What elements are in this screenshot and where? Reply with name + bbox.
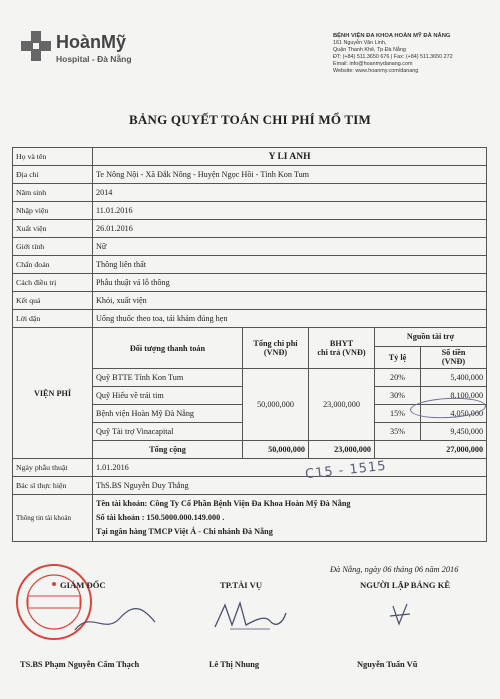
label: Chẩn đoán — [13, 256, 93, 274]
rate: 20% — [375, 369, 421, 387]
col-bhyt-line2: chi trả (VNĐ) — [317, 348, 366, 357]
sum-total: 50,000,000 — [243, 441, 309, 459]
hospital-logo — [20, 30, 150, 80]
account-number: Số tài khoản : 150.5000.000.149.000 . — [96, 513, 225, 522]
payer: Quỹ BTTE Tỉnh Kon Tum — [93, 369, 243, 387]
row-admit — [13, 202, 487, 220]
sum-amount: 27,000,000 — [375, 441, 487, 459]
label: Họ và tên — [13, 148, 93, 166]
address-line-2: Quận Thanh Khê, Tp Đà Nẵng — [333, 47, 406, 53]
amount: 9,450,000 — [421, 423, 487, 441]
admit-date: 11.01.2016 — [93, 202, 487, 220]
handwritten-note: C15 - 1515 — [304, 458, 388, 483]
label: Giới tính — [13, 238, 93, 256]
finance-title: TP.TÀI VỤ — [220, 580, 263, 590]
label: Kết quả — [13, 292, 93, 310]
label: Năm sinh — [13, 184, 93, 202]
label: Ngày phẫu thuật — [13, 459, 93, 477]
col-amount-line2: (VNĐ) — [441, 357, 466, 367]
amount: 8,100,000 — [421, 387, 487, 405]
preparer-signature-icon — [385, 600, 415, 630]
brand-name: HoànMỹ — [56, 32, 127, 52]
patient-address: Te Nông Nội - Xã Đắk Nông - Huyện Ngọc Hồi - Tỉnh Kon Tum — [93, 166, 487, 184]
row-gender — [13, 238, 487, 256]
hospital-contact-info — [333, 33, 493, 75]
director-name: TS.BS Phạm Nguyễn Cẩm Thạch — [20, 660, 140, 669]
col-amount-line1: Số tiền — [441, 348, 466, 358]
row-doctor — [13, 477, 487, 495]
finance-name: Lê Thị Nhung — [209, 660, 260, 669]
total-cost: 50,000,000 — [243, 369, 309, 441]
medical-cross-icon — [20, 30, 52, 62]
discharge-date: 26.01.2016 — [93, 220, 487, 238]
amount: 5,400,000 — [421, 369, 487, 387]
label: Cách điều trị — [13, 274, 93, 292]
row-result — [13, 292, 487, 310]
row-name — [13, 148, 487, 166]
phone-fax: ĐT: (+84) 511.3650 676 | Fax: (+84) 511.3650 272 — [333, 54, 453, 60]
rate: 30% — [375, 387, 421, 405]
brand-subtitle: Hospital - Đà Nẵng — [56, 54, 132, 64]
row-surgery-date — [13, 459, 487, 477]
row-discharge — [13, 220, 487, 238]
col-rate: Tỷ lệ — [375, 346, 421, 368]
result: Khỏi, xuất viện — [93, 292, 487, 310]
amount: 4,050,000 — [421, 405, 487, 423]
director-title: GIÁM ĐỐC — [60, 580, 106, 590]
label: Xuất viện — [13, 220, 93, 238]
sum-bhyt: 23,000,000 — [309, 441, 375, 459]
fees-header-row-1 — [13, 328, 487, 347]
col-source: Nguồn tài trợ — [375, 328, 487, 347]
document-title: BẢNG QUYẾT TOÁN CHI PHÍ MỔ TIM — [129, 112, 371, 127]
doctor: ThS.BS Nguyễn Duy Thắng — [93, 477, 487, 495]
fees-section-label: VIỆN PHÍ — [13, 328, 93, 459]
gender: Nữ — [93, 238, 487, 256]
address-line-1: 161 Nguyễn Văn Linh, — [333, 40, 387, 46]
col-total — [243, 328, 309, 369]
row-birth — [13, 184, 487, 202]
diagnosis: Thông liên thất — [93, 256, 487, 274]
preparer-name: Nguyễn Tuấn Vũ — [357, 660, 418, 669]
treatment: Phẫu thuật vá lỗ thông — [93, 274, 487, 292]
col-bhyt — [309, 328, 375, 369]
col-bhyt-line1: BHYT — [329, 339, 354, 348]
label: Thông tin tài khoản — [13, 495, 93, 542]
payer: Quỹ Tài trợ Vinacapital — [93, 423, 243, 441]
account-name: Tên tài khoản: Công Ty Cổ Phần Bệnh Viện Đa Khoa Hoàn Mỹ Đà Nẵng — [96, 499, 351, 508]
label: Địa chỉ — [13, 166, 93, 184]
website: Website: www.hoanmy.com/danang — [333, 68, 419, 74]
email: Email: info@hoanmydanang.com — [333, 61, 413, 67]
settlement-table — [12, 147, 487, 542]
col-payer: Đối tượng thanh toán — [93, 328, 243, 369]
account-info — [93, 495, 487, 542]
row-diagnosis — [13, 256, 487, 274]
rate: 15% — [375, 405, 421, 423]
payer: Bệnh viện Hoàn Mỹ Đà Nẵng — [93, 405, 243, 423]
row-account — [13, 495, 487, 542]
surgery-date: 1.01.2016 — [93, 459, 487, 477]
rate: 35% — [375, 423, 421, 441]
col-amount — [421, 346, 487, 368]
row-advice — [13, 310, 487, 328]
bhyt-paid: 23,000,000 — [309, 369, 375, 441]
advice: Uống thuốc theo toa, tái khám đúng hẹn — [93, 310, 487, 328]
label: Bác sĩ thực hiện — [13, 477, 93, 495]
label: Lời dặn — [13, 310, 93, 328]
birth-year: 2014 — [93, 184, 487, 202]
row-treatment — [13, 274, 487, 292]
col-total-line2: (VNĐ) — [263, 348, 288, 357]
bank-name: Tại ngân hàng TMCP Việt Á - Chi nhánh Đà Nẵng — [96, 527, 273, 536]
payer: Quỹ Hiểu về trái tim — [93, 387, 243, 405]
label: Nhập viện — [13, 202, 93, 220]
finance-signature-icon — [210, 595, 290, 635]
preparer-title: NGƯỜI LẬP BẢNG KÊ — [360, 580, 451, 590]
patient-name: Y LI ANH — [93, 148, 487, 166]
hospital-name: BỆNH VIỆN ĐA KHOA HOÀN MỸ ĐÀ NẴNG — [333, 33, 451, 39]
col-total-line1: Tổng chi phí — [253, 339, 298, 348]
director-signature-icon — [70, 600, 160, 640]
row-address — [13, 166, 487, 184]
signing-date: Đà Nẵng, ngày 06 tháng 06 năm 2016 — [330, 565, 459, 574]
sum-label: Tổng cộng — [93, 441, 243, 459]
